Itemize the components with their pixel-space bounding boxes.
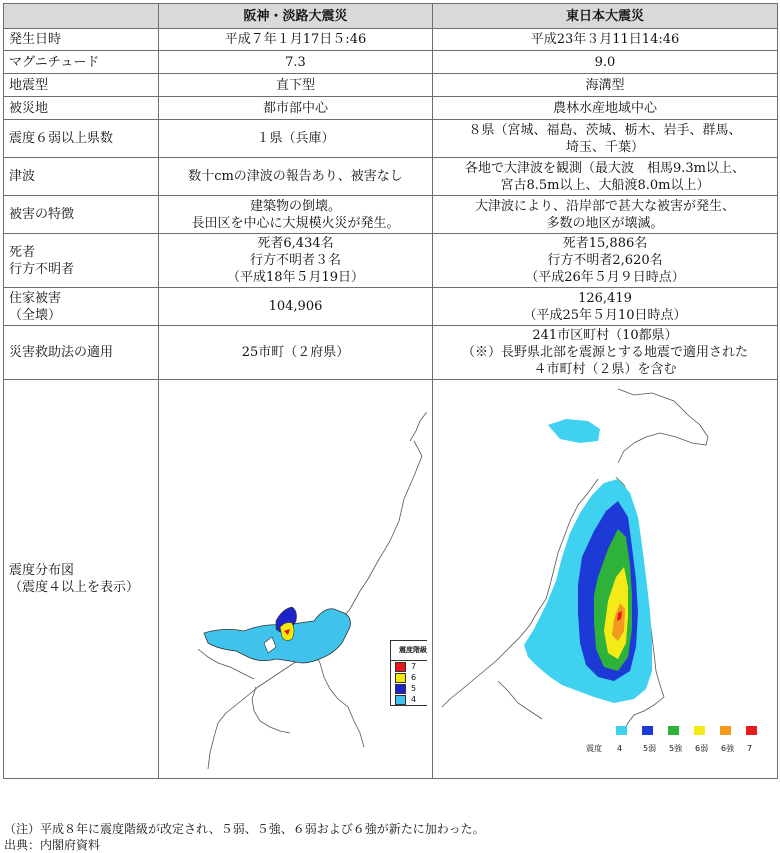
scale-label: 6弱 [695,744,709,753]
notes [4,821,485,853]
map-row [4,380,778,779]
tohoku-cell [433,29,778,51]
tohoku-cell [433,326,778,380]
hanshin-cell [159,97,433,120]
hanshin-text: 平成７年１月17日５:46 [224,32,367,47]
tohoku-map-cell [433,380,778,779]
label-text: 被災地 [9,100,49,116]
label-cell [4,234,159,288]
tohoku-text: 126,419 [578,290,632,306]
hanshin-cell [159,120,433,158]
scale-title: 震度 [586,744,602,753]
hanshin-text: 長田区を中心に大規模火災が発生。 [191,215,400,231]
tohoku-cell [433,51,778,74]
hanshin-text: １県（兵庫） [256,131,335,146]
label-cell [4,97,159,120]
legend-title: 震度階級 [391,641,427,661]
map-coastline [618,389,708,463]
map-coastline [208,441,422,769]
label-cell [4,288,159,326]
label-text: 津波 [9,169,36,184]
hanshin-map-cell [159,380,433,779]
scale-label: 5強 [669,744,683,753]
row-relief-law [4,326,778,380]
tohoku-text: 平成23年３月11日14:46 [530,32,680,47]
tohoku-text: 宮古8.5m以上、大船渡8.0m以上） [500,177,710,193]
tohoku-text: 9.0 [594,54,616,70]
hanshin-cell [159,234,433,288]
legend-swatch [395,662,406,672]
label-text: （全壊） [9,307,62,323]
legend-swatch [395,695,406,705]
scale-label: 7 [747,744,753,753]
label-cell [4,51,159,74]
scale-swatch [642,726,653,735]
legend-swatch [395,684,406,694]
hanshin-cell [159,74,433,97]
hanshin-cell [159,51,433,74]
scale-swatch [668,726,679,735]
scale-label: 4 [617,744,623,753]
label-text: 地震型 [9,77,49,93]
row-features [4,196,778,234]
row-houses [4,288,778,326]
tohoku-text: 241市区町村（10都県） [532,328,678,343]
tohoku-text: 各地で大津波を観測（最大波 相馬9.3m以上、 [464,160,745,176]
row-area [4,97,778,120]
legend-item [391,694,427,705]
hanshin-text: 数十cmの津波の報告あり、被害なし [188,169,403,184]
tohoku-cell [433,234,778,288]
legend-label: 7 [411,662,417,671]
tohoku-text: 行方不明者2,620名 [547,253,663,268]
label-text: 発生日時 [9,32,62,47]
map-coastline [410,409,427,441]
legend-label: 4 [411,695,417,704]
tohoku-cell [433,288,778,326]
legend-item [391,683,427,694]
tohoku-cell [433,97,778,120]
legend-item [391,661,427,672]
hanshin-legend [390,640,427,706]
intensity-4-area [548,419,600,443]
legend-label: 5 [411,684,417,693]
hanshin-text: （平成18年５月19日） [226,270,365,285]
hanshin-intensity-map [164,381,427,777]
tohoku-text: 農林水産地域中心 [552,100,657,116]
hanshin-cell [159,29,433,51]
label-text: 住家被害 [9,290,62,306]
tohoku-text: ４市町村（２県）を含む [533,362,677,377]
map-row-label [4,380,159,779]
hanshin-text: 直下型 [275,77,315,93]
source-line: 出典：内閣府資料 [4,838,101,852]
label-cell [4,326,159,380]
hanshin-cell [159,326,433,380]
tohoku-intensity-map [438,381,772,777]
intensity-4-area [204,609,350,663]
scale-label: 5弱 [643,744,657,753]
note-line: （注）平成８年に震度階級が改定され、５弱、５強、６弱および６強が新たに加わった。 [4,822,485,836]
hanshin-cell [159,158,433,196]
scale-label: 6強 [721,744,735,753]
tohoku-text: 死者15,886名 [562,236,648,251]
comparison-table [3,3,778,779]
map-coastline [498,681,542,719]
scale-swatch [694,726,705,735]
label-cell [4,74,159,97]
legend-swatch [395,673,406,683]
header-hanshin: 阪神・淡路大震災 [159,4,433,29]
tohoku-text: 埼玉、千葉） [565,139,644,155]
row-type [4,74,778,97]
row-magnitude [4,51,778,74]
label-text: 死者 [9,244,36,260]
label-text: マグニチュード [9,54,100,70]
label-cell [4,120,159,158]
tohoku-cell [433,120,778,158]
hanshin-cell [159,196,433,234]
row-pref-count [4,120,778,158]
map-label-line: 震度分布図 [9,563,75,578]
hanshin-text: 行方不明者３名 [249,253,341,268]
hanshin-cell [159,288,433,326]
tohoku-text: 多数の地区が壊滅。 [546,215,664,231]
header-row [4,4,778,29]
legend-item [391,672,427,683]
tohoku-cell [433,196,778,234]
scale-swatch [720,726,731,735]
map-coastline [314,651,364,747]
map-coastline [252,687,290,733]
label-cell [4,29,159,51]
tohoku-text: 海溝型 [585,77,625,93]
hanshin-text: 7.3 [285,54,306,70]
scale-swatch [616,726,627,735]
label-text: 被害の特徴 [9,207,75,222]
tohoku-text: ８県（宮城、福島、茨城、栃木、岩手、群馬、 [468,122,742,138]
header-tohoku: 東日本大震災 [433,4,778,29]
hanshin-text: 都市部中心 [262,100,328,116]
label-text: 災害救助法の適用 [9,345,114,360]
tohoku-text: （平成25年５月10日時点） [523,307,687,323]
row-tsunami [4,158,778,196]
hanshin-text: 25市町（２府県） [241,345,350,360]
map-label-line: （震度４以上を表示） [9,580,140,595]
hanshin-text: 死者6,434名 [257,236,334,251]
tohoku-text: （平成26年５月９日時点） [525,270,685,285]
row-date [4,29,778,51]
row-casualties [4,234,778,288]
legend-label: 6 [411,673,417,682]
tohoku-text: （※）長野県北部を震源とする地震で適用された [461,345,748,360]
tohoku-text: 大津波により、沿岸部で甚大な被害が発生、 [474,198,735,214]
header-blank [4,4,159,29]
label-cell [4,196,159,234]
label-text: 震度６弱以上県数 [9,131,114,146]
hanshin-text: 104,906 [268,299,323,314]
label-text: 行方不明者 [9,261,75,277]
scale-swatch [746,726,757,735]
label-cell [4,158,159,196]
tohoku-cell [433,74,778,97]
hanshin-text: 建築物の倒壊。 [249,198,341,214]
tohoku-cell [433,158,778,196]
